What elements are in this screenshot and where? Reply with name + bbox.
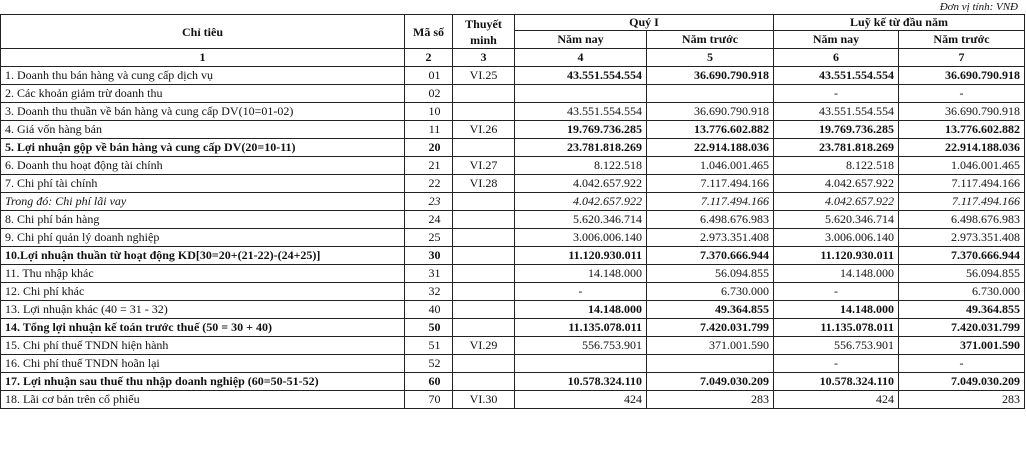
column-index: 2 [405, 49, 453, 67]
table-row [1, 211, 1025, 229]
row-quy-nam-nay [515, 355, 647, 373]
row-quy-nam-truoc: 6.730.000 [647, 283, 774, 301]
row-quy-nam-truoc: 7.117.494.166 [647, 193, 774, 211]
column-index: 7 [899, 49, 1025, 67]
row-quy-nam-truoc: 49.364.855 [647, 301, 774, 319]
row-luyke-nam-nay: 43.551.554.554 [774, 67, 899, 85]
row-luyke-nam-truoc: - [899, 355, 1025, 373]
row-ma-so: 70 [405, 391, 453, 409]
row-ma-so: 25 [405, 229, 453, 247]
row-label: 16. Chi phí thuế TNDN hoãn lại [1, 355, 405, 373]
row-luyke-nam-truoc: 22.914.188.036 [899, 139, 1025, 157]
row-ma-so: 32 [405, 283, 453, 301]
row-label: 13. Lợi nhuận khác (40 = 31 - 32) [1, 301, 405, 319]
row-luyke-nam-nay: 23.781.818.269 [774, 139, 899, 157]
row-quy-nam-truoc [647, 85, 774, 103]
row-quy-nam-nay: 556.753.901 [515, 337, 647, 355]
row-quy-nam-truoc: 6.498.676.983 [647, 211, 774, 229]
row-luyke-nam-truoc: 6.498.676.983 [899, 211, 1025, 229]
row-luyke-nam-truoc: 7.117.494.166 [899, 193, 1025, 211]
row-luyke-nam-nay: - [774, 283, 899, 301]
table-row [1, 157, 1025, 175]
row-luyke-nam-nay: 11.120.930.011 [774, 247, 899, 265]
row-ma-so: 24 [405, 211, 453, 229]
row-luyke-nam-nay: 424 [774, 391, 899, 409]
table-row [1, 301, 1025, 319]
row-quy-nam-truoc [647, 355, 774, 373]
row-thuyet-minh [453, 139, 515, 157]
column-index-row [1, 49, 1025, 67]
row-label: 17. Lợi nhuận sau thuế thu nhập doanh nghiệp (60=50-51-52) [1, 373, 405, 391]
row-quy-nam-nay: 10.578.324.110 [515, 373, 647, 391]
row-luyke-nam-truoc: 2.973.351.408 [899, 229, 1025, 247]
header-luyke-nam-nay: Năm nay [774, 31, 899, 49]
row-luyke-nam-nay: 556.753.901 [774, 337, 899, 355]
income-statement-table [0, 14, 1025, 409]
row-thuyet-minh [453, 247, 515, 265]
row-luyke-nam-nay: 5.620.346.714 [774, 211, 899, 229]
row-thuyet-minh: VI.27 [453, 157, 515, 175]
header-thuyet-minh-line-1: Thuyết [465, 16, 502, 31]
table-row [1, 283, 1025, 301]
row-quy-nam-nay [515, 85, 647, 103]
row-ma-so: 20 [405, 139, 453, 157]
table-row [1, 355, 1025, 373]
table-row [1, 103, 1025, 121]
row-ma-so: 52 [405, 355, 453, 373]
row-quy-nam-nay: 4.042.657.922 [515, 175, 647, 193]
table-row [1, 193, 1025, 211]
row-thuyet-minh [453, 373, 515, 391]
row-quy-nam-truoc: 36.690.790.918 [647, 103, 774, 121]
header-thuyet-minh-line-2: minh [470, 32, 497, 47]
table-row [1, 67, 1025, 85]
row-quy-nam-nay: 14.148.000 [515, 265, 647, 283]
row-label: 7. Chi phí tài chính [1, 175, 405, 193]
row-luyke-nam-truoc: 7.370.666.944 [899, 247, 1025, 265]
row-label: 4. Giá vốn hàng bán [1, 121, 405, 139]
row-luyke-nam-truoc: 7.049.030.209 [899, 373, 1025, 391]
row-quy-nam-nay: 11.120.930.011 [515, 247, 647, 265]
row-quy-nam-nay: 3.006.006.140 [515, 229, 647, 247]
row-label: 10.Lợi nhuận thuần từ hoạt động KD[30=20+(21-22)-(24+25)] [1, 247, 405, 265]
row-luyke-nam-nay: 19.769.736.285 [774, 121, 899, 139]
row-quy-nam-nay: 11.135.078.011 [515, 319, 647, 337]
row-thuyet-minh [453, 211, 515, 229]
row-thuyet-minh: VI.30 [453, 391, 515, 409]
row-luyke-nam-truoc: 36.690.790.918 [899, 67, 1025, 85]
row-quy-nam-nay: 14.148.000 [515, 301, 647, 319]
row-luyke-nam-nay: - [774, 355, 899, 373]
row-ma-so: 23 [405, 193, 453, 211]
row-ma-so: 10 [405, 103, 453, 121]
header-quy-nam-nay: Năm nay [515, 31, 647, 49]
row-thuyet-minh [453, 85, 515, 103]
row-luyke-nam-truoc: 1.046.001.465 [899, 157, 1025, 175]
table-row [1, 373, 1025, 391]
row-luyke-nam-nay: 14.148.000 [774, 301, 899, 319]
row-thuyet-minh [453, 103, 515, 121]
table-row [1, 175, 1025, 193]
row-luyke-nam-nay: 14.148.000 [774, 265, 899, 283]
header-luy-ke: Luỹ kế từ đầu năm [774, 15, 1025, 31]
table-row [1, 319, 1025, 337]
row-luyke-nam-truoc: 6.730.000 [899, 283, 1025, 301]
table-row [1, 121, 1025, 139]
row-thuyet-minh: VI.25 [453, 67, 515, 85]
header-ma-so: Mã số [405, 15, 453, 49]
row-luyke-nam-nay: 11.135.078.011 [774, 319, 899, 337]
header-row-1 [1, 15, 1025, 31]
header-luyke-nam-truoc: Năm trước [899, 31, 1025, 49]
row-label: 3. Doanh thu thuần về bán hàng và cung cấp DV(10=01-02) [1, 103, 405, 121]
row-thuyet-minh: VI.26 [453, 121, 515, 139]
row-quy-nam-nay: 5.620.346.714 [515, 211, 647, 229]
row-quy-nam-truoc: 7.420.031.799 [647, 319, 774, 337]
row-label: 14. Tổng lợi nhuận kế toán trước thuế (50 = 30 + 40) [1, 319, 405, 337]
row-luyke-nam-truoc: 49.364.855 [899, 301, 1025, 319]
row-label: 2. Các khoản giảm trừ doanh thu [1, 85, 405, 103]
row-quy-nam-truoc: 7.049.030.209 [647, 373, 774, 391]
row-quy-nam-nay: 4.042.657.922 [515, 193, 647, 211]
row-ma-so: 50 [405, 319, 453, 337]
row-luyke-nam-nay: 3.006.006.140 [774, 229, 899, 247]
row-thuyet-minh [453, 265, 515, 283]
row-quy-nam-truoc: 56.094.855 [647, 265, 774, 283]
row-quy-nam-truoc: 283 [647, 391, 774, 409]
table-row [1, 85, 1025, 103]
row-luyke-nam-truoc: - [899, 85, 1025, 103]
row-luyke-nam-truoc: 7.420.031.799 [899, 319, 1025, 337]
row-label: 12. Chi phí khác [1, 283, 405, 301]
row-quy-nam-truoc: 22.914.188.036 [647, 139, 774, 157]
row-label: 9. Chi phí quản lý doanh nghiệp [1, 229, 405, 247]
row-ma-so: 11 [405, 121, 453, 139]
row-luyke-nam-nay: - [774, 85, 899, 103]
row-label: 15. Chi phí thuế TNDN hiện hành [1, 337, 405, 355]
table-row [1, 139, 1025, 157]
row-ma-so: 22 [405, 175, 453, 193]
row-thuyet-minh [453, 301, 515, 319]
row-luyke-nam-truoc: 13.776.602.882 [899, 121, 1025, 139]
row-quy-nam-truoc: 36.690.790.918 [647, 67, 774, 85]
row-thuyet-minh: VI.28 [453, 175, 515, 193]
column-index: 1 [1, 49, 405, 67]
row-label: Trong đó: Chi phí lãi vay [1, 193, 405, 211]
row-luyke-nam-nay: 4.042.657.922 [774, 175, 899, 193]
table-row [1, 391, 1025, 409]
row-quy-nam-nay: 8.122.518 [515, 157, 647, 175]
row-luyke-nam-truoc: 36.690.790.918 [899, 103, 1025, 121]
row-ma-so: 01 [405, 67, 453, 85]
header-quy-nam-truoc: Năm trước [647, 31, 774, 49]
row-thuyet-minh [453, 229, 515, 247]
row-thuyet-minh [453, 193, 515, 211]
row-quy-nam-truoc: 13.776.602.882 [647, 121, 774, 139]
unit-note: Đơn vị tính: VNĐ [939, 1, 1018, 13]
row-ma-so: 21 [405, 157, 453, 175]
row-label: 18. Lãi cơ bản trên cổ phiếu [1, 391, 405, 409]
row-ma-so: 30 [405, 247, 453, 265]
row-quy-nam-nay: - [515, 283, 647, 301]
row-quy-nam-truoc: 1.046.001.465 [647, 157, 774, 175]
row-luyke-nam-nay: 4.042.657.922 [774, 193, 899, 211]
row-ma-so: 51 [405, 337, 453, 355]
row-quy-nam-truoc: 371.001.590 [647, 337, 774, 355]
row-quy-nam-nay: 19.769.736.285 [515, 121, 647, 139]
row-quy-nam-nay: 43.551.554.554 [515, 103, 647, 121]
row-luyke-nam-nay: 10.578.324.110 [774, 373, 899, 391]
row-label: 5. Lợi nhuận gộp về bán hàng và cung cấp DV(20=10-11) [1, 139, 405, 157]
row-quy-nam-nay: 43.551.554.554 [515, 67, 647, 85]
row-label: 8. Chi phí bán hàng [1, 211, 405, 229]
column-index: 5 [647, 49, 774, 67]
header-thuyet-minh [453, 15, 515, 49]
table-row [1, 337, 1025, 355]
header-quy-i: Quý I [515, 15, 774, 31]
row-luyke-nam-nay: 43.551.554.554 [774, 103, 899, 121]
row-quy-nam-nay: 424 [515, 391, 647, 409]
row-label: 1. Doanh thu bán hàng và cung cấp dịch vụ [1, 67, 405, 85]
row-label: 11. Thu nhập khác [1, 265, 405, 283]
row-quy-nam-truoc: 2.973.351.408 [647, 229, 774, 247]
row-quy-nam-nay: 23.781.818.269 [515, 139, 647, 157]
row-ma-so: 40 [405, 301, 453, 319]
table-row [1, 229, 1025, 247]
row-luyke-nam-truoc: 7.117.494.166 [899, 175, 1025, 193]
row-ma-so: 60 [405, 373, 453, 391]
row-luyke-nam-nay: 8.122.518 [774, 157, 899, 175]
row-ma-so: 02 [405, 85, 453, 103]
column-index: 6 [774, 49, 899, 67]
row-thuyet-minh [453, 283, 515, 301]
row-luyke-nam-truoc: 283 [899, 391, 1025, 409]
row-quy-nam-truoc: 7.117.494.166 [647, 175, 774, 193]
column-index: 3 [453, 49, 515, 67]
row-luyke-nam-truoc: 56.094.855 [899, 265, 1025, 283]
row-ma-so: 31 [405, 265, 453, 283]
table-row [1, 247, 1025, 265]
row-luyke-nam-truoc: 371.001.590 [899, 337, 1025, 355]
table-row [1, 265, 1025, 283]
header-chi-tieu: Chỉ tiêu [1, 15, 405, 49]
row-label: 6. Doanh thu hoạt động tài chính [1, 157, 405, 175]
column-index: 4 [515, 49, 647, 67]
row-quy-nam-truoc: 7.370.666.944 [647, 247, 774, 265]
row-thuyet-minh [453, 319, 515, 337]
row-thuyet-minh: VI.29 [453, 337, 515, 355]
row-thuyet-minh [453, 355, 515, 373]
